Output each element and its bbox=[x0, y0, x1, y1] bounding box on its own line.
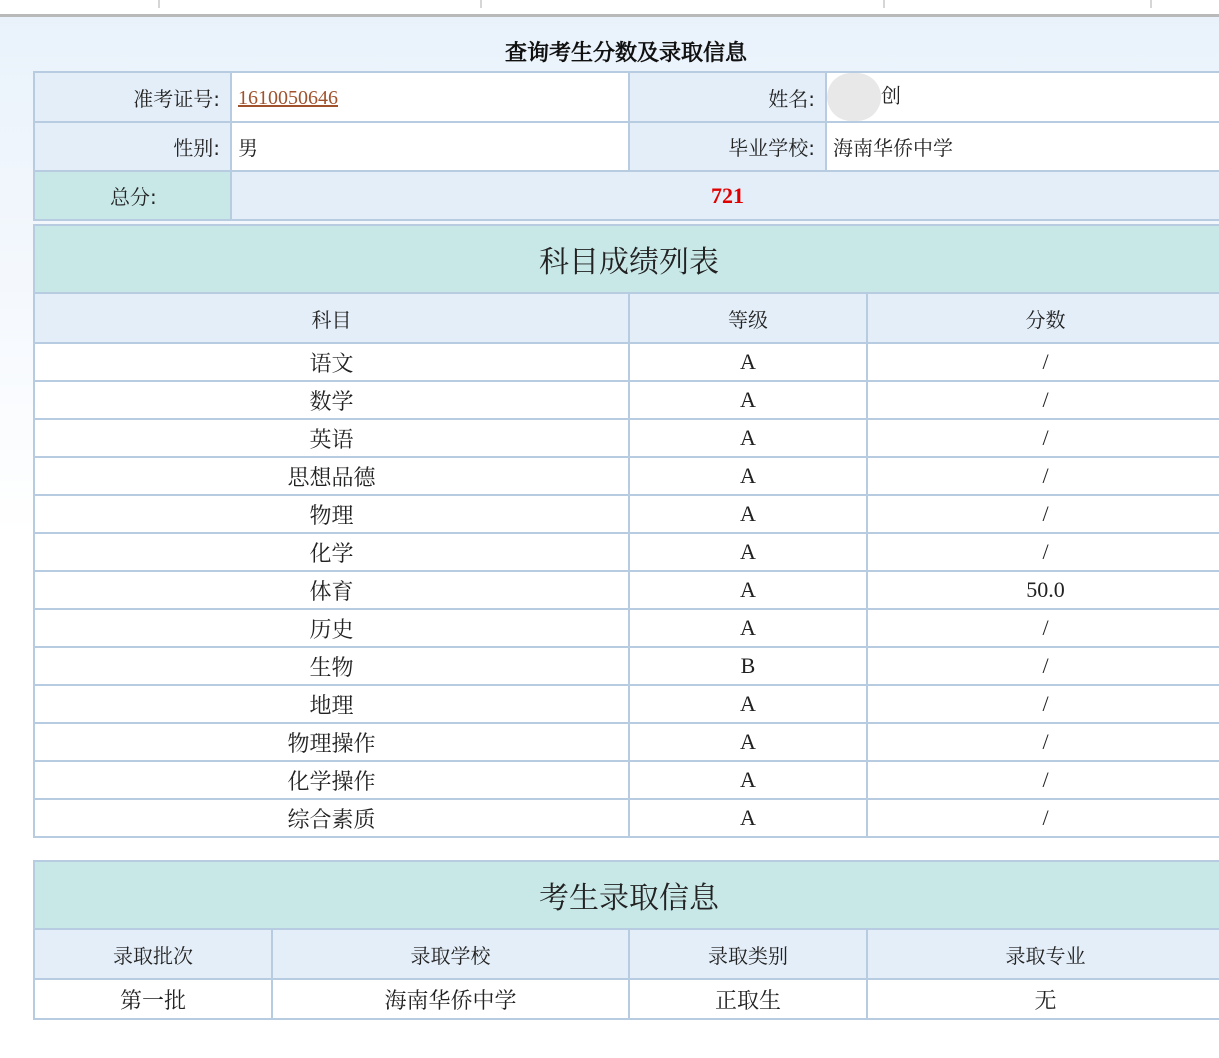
info-row-gender-school bbox=[34, 122, 1219, 171]
subject-name: 思想品德 bbox=[34, 457, 629, 495]
admission-header-row bbox=[34, 929, 1219, 979]
subject-name: 体育 bbox=[34, 571, 629, 609]
subject-grade: A bbox=[629, 495, 867, 533]
subject-name: 数学 bbox=[34, 381, 629, 419]
subject-score: / bbox=[867, 343, 1219, 381]
ticket-number-link[interactable]: 1610050646 bbox=[238, 86, 338, 109]
subject-score: / bbox=[867, 419, 1219, 457]
subjects-section-row bbox=[34, 225, 1219, 293]
info-row-ticket-name bbox=[34, 72, 1219, 122]
nav-divider bbox=[1150, 0, 1152, 8]
admission-section-title: 考生录取信息 bbox=[34, 861, 1219, 929]
subject-score: / bbox=[867, 685, 1219, 723]
table-row bbox=[34, 761, 1219, 799]
table-row bbox=[34, 685, 1219, 723]
subject-score: / bbox=[867, 647, 1219, 685]
page-title: 查询考生分数及录取信息 bbox=[504, 41, 747, 66]
ticket-label: 准考证号: bbox=[34, 72, 231, 122]
header-major: 录取专业 bbox=[867, 929, 1219, 979]
header-batch: 录取批次 bbox=[34, 929, 272, 979]
total-label: 总分: bbox=[34, 171, 231, 220]
table-row bbox=[34, 799, 1219, 837]
subject-grade: A bbox=[629, 571, 867, 609]
name-label: 姓名: bbox=[629, 72, 826, 122]
table-row bbox=[34, 343, 1219, 381]
subject-grade: B bbox=[629, 647, 867, 685]
subject-score: / bbox=[867, 609, 1219, 647]
subject-grade: A bbox=[629, 761, 867, 799]
header-grade: 等级 bbox=[629, 293, 867, 343]
subject-name: 生物 bbox=[34, 647, 629, 685]
admission-school: 海南华侨中学 bbox=[272, 979, 629, 1019]
subjects-header-row bbox=[34, 293, 1219, 343]
subject-name: 历史 bbox=[34, 609, 629, 647]
subject-score: / bbox=[867, 457, 1219, 495]
subject-grade: A bbox=[629, 457, 867, 495]
subject-name: 化学 bbox=[34, 533, 629, 571]
table-row bbox=[34, 419, 1219, 457]
subject-grade: A bbox=[629, 799, 867, 837]
gender-label: 性别: bbox=[34, 122, 231, 171]
table-row bbox=[34, 533, 1219, 571]
nav-divider bbox=[480, 0, 482, 8]
subject-grade: A bbox=[629, 381, 867, 419]
subject-name: 化学操作 bbox=[34, 761, 629, 799]
header-admit-school: 录取学校 bbox=[272, 929, 629, 979]
student-info-table bbox=[33, 71, 1219, 221]
subject-grade: A bbox=[629, 723, 867, 761]
admission-batch: 第一批 bbox=[34, 979, 272, 1019]
subjects-section-title: 科目成绩列表 bbox=[34, 225, 1219, 293]
subject-score: / bbox=[867, 381, 1219, 419]
top-nav-strip bbox=[0, 0, 1219, 17]
gender-value: 男 bbox=[231, 122, 629, 171]
subject-name: 物理 bbox=[34, 495, 629, 533]
subject-score: / bbox=[867, 533, 1219, 571]
table-row bbox=[34, 571, 1219, 609]
admission-major: 无 bbox=[867, 979, 1219, 1019]
info-row-total bbox=[34, 171, 1219, 220]
header-score: 分数 bbox=[867, 293, 1219, 343]
table-row bbox=[34, 979, 1219, 1019]
subject-grade: A bbox=[629, 419, 867, 457]
table-row bbox=[34, 457, 1219, 495]
table-row bbox=[34, 609, 1219, 647]
subject-grade: A bbox=[629, 533, 867, 571]
subject-score: / bbox=[867, 799, 1219, 837]
nav-divider bbox=[158, 0, 160, 8]
subject-name: 物理操作 bbox=[34, 723, 629, 761]
name-cell bbox=[826, 72, 1219, 122]
admission-info-table bbox=[33, 860, 1219, 1020]
subject-grade: A bbox=[629, 609, 867, 647]
school-label: 毕业学校: bbox=[629, 122, 826, 171]
subject-name: 地理 bbox=[34, 685, 629, 723]
header-category: 录取类别 bbox=[629, 929, 867, 979]
subject-name: 综合素质 bbox=[34, 799, 629, 837]
table-row bbox=[34, 723, 1219, 761]
school-value: 海南华侨中学 bbox=[826, 122, 1219, 171]
subject-score: / bbox=[867, 761, 1219, 799]
header-subject: 科目 bbox=[34, 293, 629, 343]
subject-scores-table bbox=[33, 224, 1219, 838]
total-cell bbox=[231, 171, 1219, 220]
subject-grade: A bbox=[629, 685, 867, 723]
subject-score: / bbox=[867, 495, 1219, 533]
admission-section-row bbox=[34, 861, 1219, 929]
table-row bbox=[34, 647, 1219, 685]
subject-score: / bbox=[867, 723, 1219, 761]
subject-grade: A bbox=[629, 343, 867, 381]
table-row bbox=[34, 381, 1219, 419]
table-row bbox=[34, 495, 1219, 533]
name-value: 创 bbox=[881, 83, 901, 108]
subject-name: 英语 bbox=[34, 419, 629, 457]
subject-score: 50.0 bbox=[867, 571, 1219, 609]
admission-category: 正取生 bbox=[629, 979, 867, 1019]
redacted-name-mask bbox=[827, 73, 881, 121]
ticket-cell bbox=[231, 72, 629, 122]
subject-name: 语文 bbox=[34, 343, 629, 381]
nav-divider bbox=[883, 0, 885, 8]
total-score: 721 bbox=[711, 182, 744, 208]
